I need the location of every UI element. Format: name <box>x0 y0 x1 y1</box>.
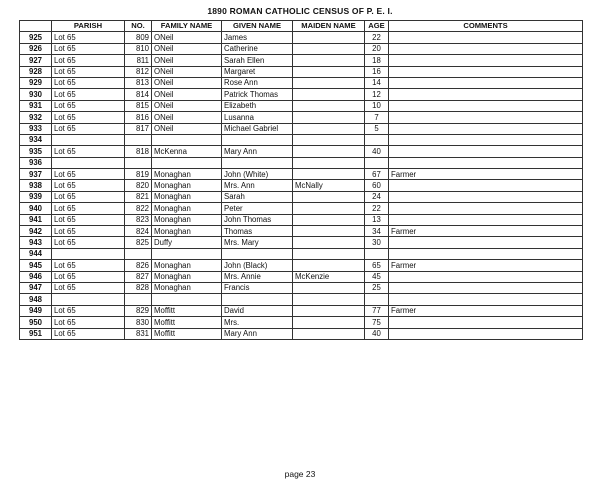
comments-cell <box>389 282 583 293</box>
comments-cell <box>389 248 583 259</box>
comments-cell <box>389 317 583 328</box>
table-row <box>20 89 583 100</box>
maiden-name-cell <box>293 305 365 316</box>
table-row <box>20 77 583 88</box>
header-given-name: GIVEN NAME <box>222 21 293 32</box>
family-name-cell: ONeil <box>152 77 222 88</box>
number-cell: 827 <box>125 271 152 282</box>
table-row <box>20 203 583 214</box>
table-row <box>20 43 583 54</box>
given-name-cell: Thomas <box>222 226 293 237</box>
comments-cell <box>389 77 583 88</box>
parish-cell: Lot 65 <box>52 282 125 293</box>
table-row <box>20 317 583 328</box>
comments-cell <box>389 191 583 202</box>
number-cell: 823 <box>125 214 152 225</box>
age-cell: 7 <box>365 112 389 123</box>
row-number-cell: 936 <box>20 157 52 168</box>
family-name-cell: Monaghan <box>152 203 222 214</box>
maiden-name-cell <box>293 112 365 123</box>
row-number-cell: 946 <box>20 271 52 282</box>
family-name-cell: Moffitt <box>152 328 222 339</box>
parish-cell: Lot 65 <box>52 260 125 271</box>
header-family-name: FAMILY NAME <box>152 21 222 32</box>
number-cell: 830 <box>125 317 152 328</box>
comments-cell <box>389 123 583 134</box>
parish-cell: Lot 65 <box>52 180 125 191</box>
parish-cell: Lot 65 <box>52 214 125 225</box>
table-row <box>20 191 583 202</box>
given-name-cell: Mrs. Ann <box>222 180 293 191</box>
maiden-name-cell <box>293 43 365 54</box>
row-number-cell: 950 <box>20 317 52 328</box>
given-name-cell: Mrs. Annie <box>222 271 293 282</box>
parish-cell: Lot 65 <box>52 328 125 339</box>
row-number-cell: 932 <box>20 112 52 123</box>
family-name-cell <box>152 134 222 145</box>
family-name-cell: Moffitt <box>152 317 222 328</box>
maiden-name-cell <box>293 89 365 100</box>
given-name-cell: Michael Gabriel <box>222 123 293 134</box>
number-cell <box>125 294 152 305</box>
given-name-cell: James <box>222 32 293 43</box>
number-cell: 831 <box>125 328 152 339</box>
row-number-cell: 937 <box>20 169 52 180</box>
age-cell: 75 <box>365 317 389 328</box>
maiden-name-cell <box>293 237 365 248</box>
table-row <box>20 157 583 168</box>
maiden-name-cell <box>293 282 365 293</box>
table-row <box>20 180 583 191</box>
number-cell: 818 <box>125 146 152 157</box>
table-row <box>20 55 583 66</box>
given-name-cell: Elizabeth <box>222 100 293 111</box>
table-row <box>20 294 583 305</box>
age-cell <box>365 157 389 168</box>
maiden-name-cell <box>293 77 365 88</box>
parish-cell: Lot 65 <box>52 32 125 43</box>
age-cell <box>365 134 389 145</box>
comments-cell: Farmer <box>389 226 583 237</box>
family-name-cell <box>152 294 222 305</box>
maiden-name-cell <box>293 66 365 77</box>
parish-cell: Lot 65 <box>52 169 125 180</box>
parish-cell: Lot 65 <box>52 112 125 123</box>
age-cell: 22 <box>365 32 389 43</box>
row-number-cell: 934 <box>20 134 52 145</box>
number-cell: 813 <box>125 77 152 88</box>
age-cell: 25 <box>365 282 389 293</box>
parish-cell <box>52 134 125 145</box>
comments-cell <box>389 43 583 54</box>
header-row-number <box>20 21 52 32</box>
number-cell: 825 <box>125 237 152 248</box>
maiden-name-cell <box>293 260 365 271</box>
comments-cell <box>389 55 583 66</box>
row-number-cell: 939 <box>20 191 52 202</box>
parish-cell: Lot 65 <box>52 191 125 202</box>
number-cell: 814 <box>125 89 152 100</box>
parish-cell: Lot 65 <box>52 66 125 77</box>
parish-cell: Lot 65 <box>52 55 125 66</box>
comments-cell <box>389 32 583 43</box>
table-row <box>20 112 583 123</box>
header-no: NO. <box>125 21 152 32</box>
age-cell <box>365 248 389 259</box>
age-cell: 30 <box>365 237 389 248</box>
row-number-cell: 926 <box>20 43 52 54</box>
given-name-cell: Mrs. <box>222 317 293 328</box>
age-cell: 65 <box>365 260 389 271</box>
comments-cell <box>389 134 583 145</box>
parish-cell <box>52 248 125 259</box>
number-cell: 821 <box>125 191 152 202</box>
given-name-cell: John Thomas <box>222 214 293 225</box>
page-title: 1890 ROMAN CATHOLIC CENSUS OF P. E. I. <box>207 6 393 16</box>
table-row <box>20 282 583 293</box>
maiden-name-cell: McNally <box>293 180 365 191</box>
row-number-cell: 940 <box>20 203 52 214</box>
number-cell: 811 <box>125 55 152 66</box>
family-name-cell: Monaghan <box>152 169 222 180</box>
number-cell: 815 <box>125 100 152 111</box>
number-cell: 829 <box>125 305 152 316</box>
table-row <box>20 134 583 145</box>
table-row <box>20 146 583 157</box>
row-number-cell: 942 <box>20 226 52 237</box>
age-cell: 40 <box>365 146 389 157</box>
census-table <box>19 20 583 340</box>
given-name-cell <box>222 248 293 259</box>
table-row <box>20 328 583 339</box>
age-cell: 45 <box>365 271 389 282</box>
age-cell <box>365 294 389 305</box>
table-body <box>20 32 583 340</box>
parish-cell <box>52 157 125 168</box>
row-number-cell: 948 <box>20 294 52 305</box>
given-name-cell: Margaret <box>222 66 293 77</box>
given-name-cell: Rose Ann <box>222 77 293 88</box>
maiden-name-cell <box>293 134 365 145</box>
given-name-cell: Sarah <box>222 191 293 202</box>
table-row <box>20 237 583 248</box>
age-cell: 22 <box>365 203 389 214</box>
header-comments: COMMENTS <box>389 21 583 32</box>
maiden-name-cell <box>293 169 365 180</box>
maiden-name-cell: McKenzie <box>293 271 365 282</box>
parish-cell: Lot 65 <box>52 77 125 88</box>
family-name-cell: Duffy <box>152 237 222 248</box>
comments-cell <box>389 89 583 100</box>
given-name-cell: Patrick Thomas <box>222 89 293 100</box>
parish-cell: Lot 65 <box>52 203 125 214</box>
maiden-name-cell <box>293 203 365 214</box>
age-cell: 13 <box>365 214 389 225</box>
comments-cell: Farmer <box>389 169 583 180</box>
parish-cell: Lot 65 <box>52 271 125 282</box>
family-name-cell: ONeil <box>152 123 222 134</box>
maiden-name-cell <box>293 191 365 202</box>
row-number-cell: 943 <box>20 237 52 248</box>
table-row <box>20 226 583 237</box>
given-name-cell <box>222 157 293 168</box>
parish-cell: Lot 65 <box>52 237 125 248</box>
maiden-name-cell <box>293 226 365 237</box>
age-cell: 24 <box>365 191 389 202</box>
maiden-name-cell <box>293 317 365 328</box>
family-name-cell: Monaghan <box>152 226 222 237</box>
number-cell: 822 <box>125 203 152 214</box>
given-name-cell: Sarah Ellen <box>222 55 293 66</box>
row-number-cell: 931 <box>20 100 52 111</box>
given-name-cell: Mary Ann <box>222 146 293 157</box>
comments-cell <box>389 237 583 248</box>
given-name-cell: Lusanna <box>222 112 293 123</box>
given-name-cell: David <box>222 305 293 316</box>
family-name-cell: Monaghan <box>152 271 222 282</box>
row-number-cell: 949 <box>20 305 52 316</box>
family-name-cell: Moffitt <box>152 305 222 316</box>
number-cell: 826 <box>125 260 152 271</box>
comments-cell <box>389 157 583 168</box>
table-row <box>20 100 583 111</box>
given-name-cell: Peter <box>222 203 293 214</box>
family-name-cell: Monaghan <box>152 282 222 293</box>
table-row <box>20 305 583 316</box>
maiden-name-cell <box>293 214 365 225</box>
comments-cell <box>389 100 583 111</box>
page-number: page 23 <box>284 469 316 479</box>
age-cell: 16 <box>365 66 389 77</box>
given-name-cell: John (Black) <box>222 260 293 271</box>
given-name-cell <box>222 134 293 145</box>
row-number-cell: 935 <box>20 146 52 157</box>
maiden-name-cell <box>293 248 365 259</box>
age-cell: 10 <box>365 100 389 111</box>
family-name-cell: McKenna <box>152 146 222 157</box>
age-cell: 34 <box>365 226 389 237</box>
age-cell: 40 <box>365 328 389 339</box>
family-name-cell: Monaghan <box>152 214 222 225</box>
maiden-name-cell <box>293 146 365 157</box>
parish-cell: Lot 65 <box>52 43 125 54</box>
family-name-cell: Monaghan <box>152 180 222 191</box>
comments-cell <box>389 271 583 282</box>
header-age: AGE <box>365 21 389 32</box>
number-cell <box>125 248 152 259</box>
age-cell: 77 <box>365 305 389 316</box>
parish-cell: Lot 65 <box>52 89 125 100</box>
age-cell: 20 <box>365 43 389 54</box>
family-name-cell: Monaghan <box>152 260 222 271</box>
row-number-cell: 938 <box>20 180 52 191</box>
family-name-cell: ONeil <box>152 32 222 43</box>
table-row <box>20 123 583 134</box>
row-number-cell: 925 <box>20 32 52 43</box>
number-cell: 828 <box>125 282 152 293</box>
number-cell: 816 <box>125 112 152 123</box>
table-row <box>20 169 583 180</box>
family-name-cell: ONeil <box>152 89 222 100</box>
family-name-cell <box>152 248 222 259</box>
comments-cell <box>389 214 583 225</box>
age-cell: 18 <box>365 55 389 66</box>
given-name-cell: Mary Ann <box>222 328 293 339</box>
number-cell: 809 <box>125 32 152 43</box>
header-row <box>20 21 583 32</box>
age-cell: 14 <box>365 77 389 88</box>
row-number-cell: 941 <box>20 214 52 225</box>
comments-cell <box>389 203 583 214</box>
comments-cell <box>389 146 583 157</box>
family-name-cell: ONeil <box>152 55 222 66</box>
maiden-name-cell <box>293 32 365 43</box>
comments-cell <box>389 294 583 305</box>
number-cell <box>125 134 152 145</box>
parish-cell: Lot 65 <box>52 146 125 157</box>
header-parish: PARISH <box>52 21 125 32</box>
table-row <box>20 214 583 225</box>
family-name-cell: ONeil <box>152 112 222 123</box>
maiden-name-cell <box>293 328 365 339</box>
maiden-name-cell <box>293 55 365 66</box>
parish-cell <box>52 294 125 305</box>
comments-cell <box>389 328 583 339</box>
row-number-cell: 929 <box>20 77 52 88</box>
comments-cell <box>389 180 583 191</box>
given-name-cell: John (White) <box>222 169 293 180</box>
age-cell: 12 <box>365 89 389 100</box>
table-row <box>20 248 583 259</box>
given-name-cell: Francis <box>222 282 293 293</box>
table-row <box>20 260 583 271</box>
family-name-cell <box>152 157 222 168</box>
row-number-cell: 947 <box>20 282 52 293</box>
maiden-name-cell <box>293 157 365 168</box>
age-cell: 67 <box>365 169 389 180</box>
row-number-cell: 927 <box>20 55 52 66</box>
number-cell: 817 <box>125 123 152 134</box>
parish-cell: Lot 65 <box>52 317 125 328</box>
number-cell: 810 <box>125 43 152 54</box>
parish-cell: Lot 65 <box>52 100 125 111</box>
table-row <box>20 66 583 77</box>
table-row <box>20 32 583 43</box>
parish-cell: Lot 65 <box>52 123 125 134</box>
row-number-cell: 930 <box>20 89 52 100</box>
number-cell: 820 <box>125 180 152 191</box>
number-cell: 819 <box>125 169 152 180</box>
family-name-cell: ONeil <box>152 43 222 54</box>
given-name-cell: Catherine <box>222 43 293 54</box>
row-number-cell: 945 <box>20 260 52 271</box>
maiden-name-cell <box>293 294 365 305</box>
row-number-cell: 951 <box>20 328 52 339</box>
parish-cell: Lot 65 <box>52 305 125 316</box>
comments-cell: Farmer <box>389 305 583 316</box>
family-name-cell: Monaghan <box>152 191 222 202</box>
row-number-cell: 944 <box>20 248 52 259</box>
row-number-cell: 933 <box>20 123 52 134</box>
age-cell: 5 <box>365 123 389 134</box>
number-cell <box>125 157 152 168</box>
age-cell: 60 <box>365 180 389 191</box>
comments-cell: Farmer <box>389 260 583 271</box>
row-number-cell: 928 <box>20 66 52 77</box>
number-cell: 812 <box>125 66 152 77</box>
family-name-cell: ONeil <box>152 66 222 77</box>
header-maiden-name: MAIDEN NAME <box>293 21 365 32</box>
maiden-name-cell <box>293 123 365 134</box>
comments-cell <box>389 112 583 123</box>
family-name-cell: ONeil <box>152 100 222 111</box>
maiden-name-cell <box>293 100 365 111</box>
given-name-cell: Mrs. Mary <box>222 237 293 248</box>
comments-cell <box>389 66 583 77</box>
parish-cell: Lot 65 <box>52 226 125 237</box>
table-row <box>20 271 583 282</box>
given-name-cell <box>222 294 293 305</box>
number-cell: 824 <box>125 226 152 237</box>
